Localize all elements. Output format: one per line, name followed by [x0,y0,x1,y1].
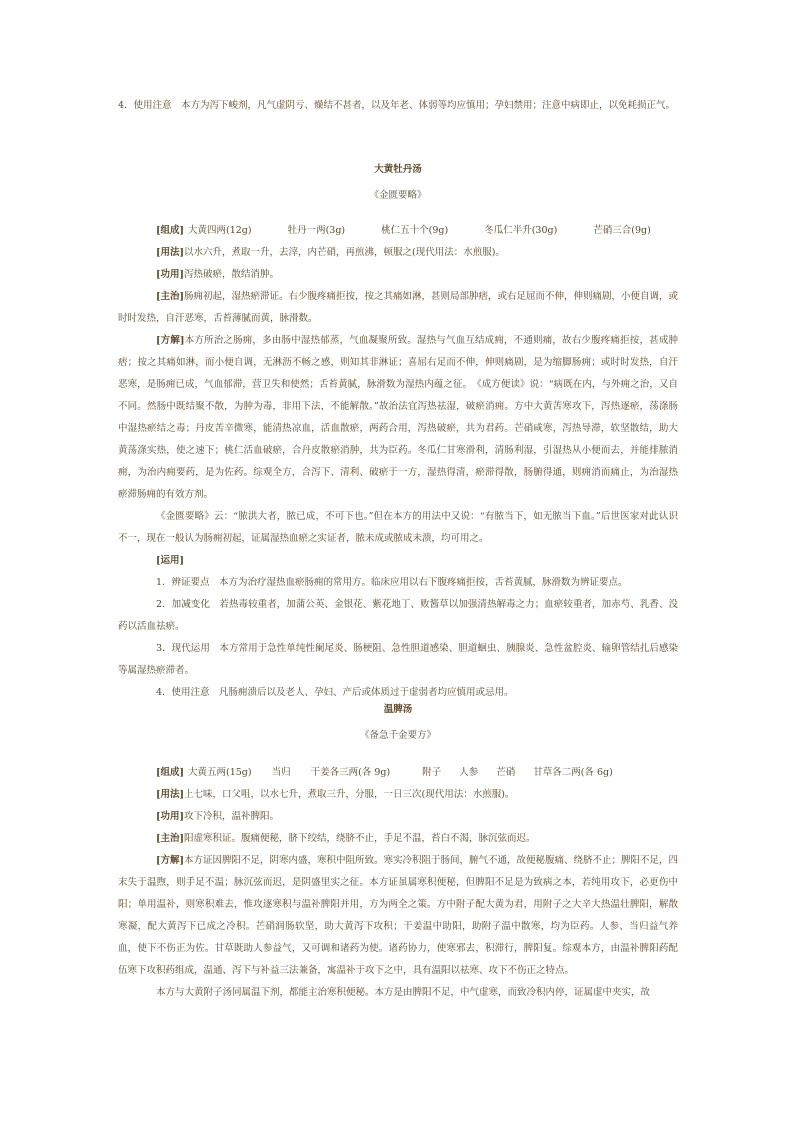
s1-application-label: [运用] [156,555,184,566]
s1-application-item: 1．辨证要点 本方为治疗湿热血瘀肠痈的常用方。临床应用以右下腹疼痛拒按，舌苔黄腻，脉滑数为辨证要点。 [156,577,628,588]
s2-usage [118,784,678,806]
s1-application-item: 4．使用注意 凡肠痈溃后以及老人、孕妇、产后或体质过于虚弱者均应慎用或忌用。 [156,687,514,698]
s1-ingredient: 大黄四两(12g) [188,225,252,236]
s1-composition-label: [组成] [156,225,184,236]
s1-application-item: 3．现代运用 本方常用于急性单纯性阑尾炎、肠梗阻、急性胆道感染、胆道蛔虫、胰腺炎、急性盆腔炎、输卵管结扎后感染等属湿热瘀滞者。 [118,643,678,676]
s2-function-text: 攻下冷积，温补脾阳。 [184,811,280,822]
s2-ingredient: 干姜各三两(各 9g) [310,767,391,778]
s2-ingredient: 芒硝 [496,767,516,778]
s2-indication-text: 阳虚寒积证。腹痛便秘，脐下绞结，绕脐不止，手足不温，苔白不渴，脉沉弦而迟。 [184,833,536,844]
s2-analysis [118,850,678,982]
s1-note: 《金匮要略》云：“脓洪大者，脓已成，不可下也。”但在本方的用法中又说：“有脓当下，如无脓当下血。”后世医家对此认识不一，现在一般认为肠痈初起，证属湿热血瘀之实证者，脓未成或脓成未溃，均可用之。 [118,511,678,544]
s2-ingredient: 附子 [422,767,442,778]
s2-indication-label: [主治] [156,833,184,844]
s1-function-label: [功用] [156,269,184,280]
top-section [118,95,678,117]
s2-ingredient: 人参 [459,767,479,778]
usage-caution-paragraph: 4．使用注意 本方为泻下峻剂，凡气虚阴亏、燥结不甚者，以及年老、体弱等均应慎用；孕妇禁用；注意中病即止，以免耗损正气。 [118,100,676,111]
s2-usage-label: [用法] [156,789,184,800]
s2-analysis-label: [方解] [156,855,184,866]
s1-analysis-text: 本方所治之肠痈，多由肠中湿热郁蒸，气血凝聚所致。湿热与气血互结成痈，不通则痛，故右少腹疼痛拒按，甚成肿痞；按之其痛如淋，而小便自调，无淋沥不畅之感，则知其非淋证；喜屈右足而不伸，伸则痛剧，是为缩脚肠痈；或时时发热，自汗恶寒，是肠痈已成，气血郁滞，营卫失和使然；舌苔黄腻，脉滑数为湿热内蕴之征。 《成方便读》说：“病既在内，与外痈之治，又自不同。然肠中既结聚不散，为肿为毒，非用下法，不能解散。”故治法宜泻热祛湿，破瘀消痈。方中大黄苦寒攻下，泻热逐瘀，荡涤肠中湿热瘀结之毒；丹皮苦辛微寒，能清热凉血，活血散瘀，两药合用，泻热破瘀，共为君药。芒硝咸寒，泻热导滞，软坚散结，助大黄荡涤实热，使之速下；桃仁活血破瘀，合丹皮散瘀消肿，共为臣药。冬瓜仁甘寒滑利，清肠利湿，引湿热从小便而去，并能排脓消痈，为治内痈要药，是为佐药。综观全方，合泻下、清利、破瘀于一方，湿热得清，瘀滞得散，肠腑得通，则痈消而痛止，为治湿热瘀滞肠痈的有效方剂。 [118,335,678,500]
section1-body [118,220,678,704]
s2-usage-text: 上七味，口父咀，以水七升，煮取三升，分服，一日三次(现代用法：水煎服)。 [184,789,515,800]
s1-function [118,264,678,286]
s1-ingredient: 冬瓜仁半升(30g) [484,225,558,236]
section1-title: 大黄牡丹汤 [374,164,422,175]
s1-indication-label: [主治] [156,291,184,302]
s1-function-text: 泻热破瘀，散结消肿。 [184,269,280,280]
s2-function [118,806,678,828]
s2-ingredient: 甘草各二两(各 6g) [533,767,613,778]
s2-composition [118,762,678,784]
s1-analysis-label: [方解] [156,335,185,346]
section2-heading [118,700,678,746]
s2-function-label: [功用] [156,811,184,822]
s1-ingredient: 牡丹一两(3g) [287,225,346,236]
s2-ingredient: 当归 [271,767,291,778]
s1-analysis [118,330,678,506]
s1-application-item: 2．加减变化 若热毒较重者，加蒲公英、金银花、紫花地丁、败酱草以加强清热解毒之力；血瘀较重者，加赤芍、乳香、没药以活血祛瘀。 [118,599,678,632]
s2-analysis-text: 本方证因脾阳不足，阴寒内盛，寒积中阻所致。寒实冷积阻于肠间，腑气不通，故便秘腹痛、绕脐不止；脾阳不足，四末失于温煦，则手足不温；脉沉弦而迟，是阴盛里实之征。本方证虽属寒积便秘，但脾阳不足是为致病之本，若纯用攻下，必更伤中阳；单用温补，则寒积难去，惟攻逐寒积与温补脾阳并用，方为两全之策。方中附子配大黄为君，用附子之大辛大热温壮脾阳，解散寒凝，配大黄泻下已成之冷积。芒硝润肠软坚，助大黄泻下攻积；干姜温中助阳，助附子温中散寒，均为臣药。人参、当归益气养血，使下不伤正为佐。甘草既助人参益气，又可调和诸药为使。诸药协力，使寒邪去，积滞行，脾阳复。综观本方，由温补脾阳药配伍寒下攻积药组成，温通、泻下与补益三法兼备，寓温补于攻下之中，具有温阳以祛寒、攻下不伤正之特点。 [118,855,679,976]
s1-usage-label: [用法] [156,247,184,258]
s2-indication [118,828,678,850]
section2-body [118,762,678,1004]
section2-title: 温脾汤 [383,704,413,715]
s1-application-heading [118,550,678,572]
section1-heading [118,160,678,206]
s1-composition [118,220,678,242]
s1-usage-text: 以水六升，煮取一升，去滓，内芒硝，再煎沸，顿服之(现代用法：水煎服)。 [184,247,505,258]
s1-usage [118,242,678,264]
s2-ingredient: 大黄五两(15g) [188,767,252,778]
s1-ingredient: 芒硝三合(9g) [593,225,651,236]
s2-comparison: 本方与大黄附子汤同属温下剂，都能主治寒积便秘。本方是由脾阳不足，中气虚寒，而致冷积内停，证属虚中夹实，故 [156,987,651,998]
section2-source: 《备急千金要方》 [359,730,436,741]
section1-source: 《金匮要略》 [369,190,427,201]
s1-indication [118,286,678,330]
s2-composition-label: [组成] [156,767,184,778]
s1-indication-text: 肠痈初起，湿热瘀滞证。右少腹疼痛拒按，按之其痛如淋，甚则局部肿痞，或右足屈而不伸，伸则痛剧，小便自调，或时时发热，自汗恶寒，舌苔薄腻而黄，脉滑数。 [118,291,679,324]
s1-ingredient: 桃仁五十个(9g) [381,225,449,236]
